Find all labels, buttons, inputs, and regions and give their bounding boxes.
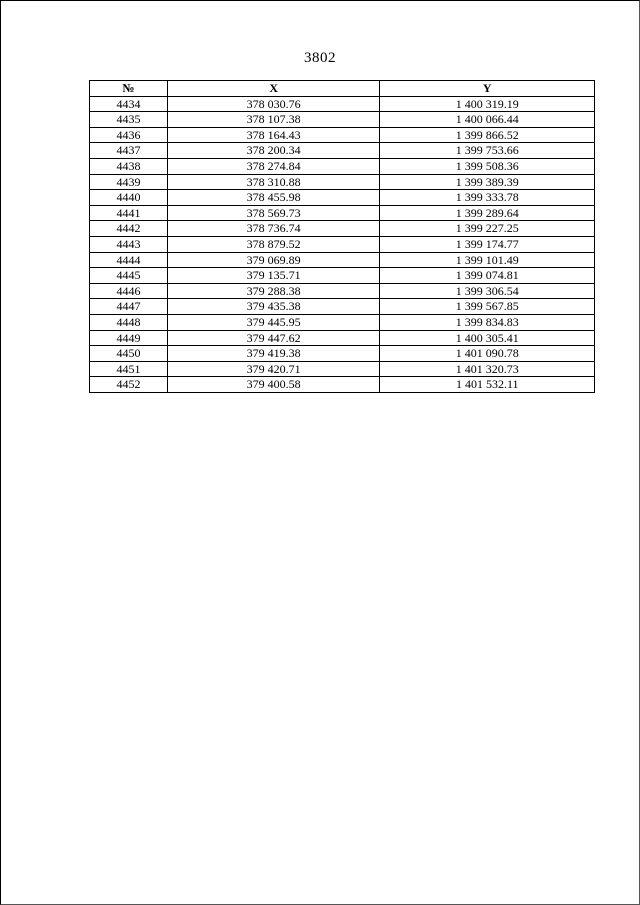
cell-x: 379 435.38 [167,299,380,315]
header-number: № [90,81,168,97]
cell-y: 1 400 319.19 [380,96,595,112]
cell-number: 4451 [90,361,168,377]
cell-y: 1 399 333.78 [380,190,595,206]
cell-number: 4434 [90,96,168,112]
cell-x: 378 879.52 [167,236,380,252]
table-row [90,314,595,330]
cell-x: 378 107.38 [167,112,380,128]
cell-number: 4444 [90,252,168,268]
table-row [90,236,595,252]
cell-number: 4442 [90,221,168,237]
cell-y: 1 399 289.64 [380,205,595,221]
table-row [90,174,595,190]
table-row [90,143,595,159]
cell-x: 379 288.38 [167,283,380,299]
cell-y: 1 399 227.25 [380,221,595,237]
header-y: Y [380,81,595,97]
cell-x: 378 736.74 [167,221,380,237]
table-row [90,377,595,393]
cell-number: 4435 [90,112,168,128]
cell-number: 4448 [90,314,168,330]
table-row [90,330,595,346]
table-row [90,268,595,284]
table-row [90,221,595,237]
table-row [90,346,595,362]
cell-y: 1 399 074.81 [380,268,595,284]
cell-x: 378 030.76 [167,96,380,112]
cell-number: 4439 [90,174,168,190]
cell-y: 1 401 090.78 [380,346,595,362]
page-number: 3802 [304,50,336,66]
cell-x: 379 445.95 [167,314,380,330]
cell-number: 4445 [90,268,168,284]
cell-number: 4441 [90,205,168,221]
cell-number: 4437 [90,143,168,159]
cell-y: 1 399 834.83 [380,314,595,330]
cell-y: 1 400 305.41 [380,330,595,346]
cell-x: 379 447.62 [167,330,380,346]
cell-y: 1 399 508.36 [380,158,595,174]
cell-number: 4438 [90,158,168,174]
cell-y: 1 399 866.52 [380,127,595,143]
cell-x: 378 274.84 [167,158,380,174]
table-row [90,190,595,206]
cell-y: 1 401 320.73 [380,361,595,377]
table-body [90,96,595,392]
table-row [90,127,595,143]
cell-x: 379 069.89 [167,252,380,268]
cell-x: 379 419.38 [167,346,380,362]
cell-y: 1 399 174.77 [380,236,595,252]
cell-x: 378 200.34 [167,143,380,159]
cell-x: 378 455.98 [167,190,380,206]
cell-y: 1 399 567.85 [380,299,595,315]
table-row [90,158,595,174]
cell-y: 1 399 389.39 [380,174,595,190]
coordinates-table [89,80,595,393]
cell-y: 1 399 101.49 [380,252,595,268]
cell-y: 1 400 066.44 [380,112,595,128]
cell-x: 379 400.58 [167,377,380,393]
table-row [90,299,595,315]
table-row [90,361,595,377]
cell-y: 1 399 753.66 [380,143,595,159]
cell-number: 4436 [90,127,168,143]
table-row [90,252,595,268]
table-row [90,96,595,112]
table-header-row [90,81,595,97]
cell-number: 4443 [90,236,168,252]
cell-x: 378 310.88 [167,174,380,190]
cell-x: 379 420.71 [167,361,380,377]
cell-number: 4446 [90,283,168,299]
cell-x: 379 135.71 [167,268,380,284]
cell-y: 1 399 306.54 [380,283,595,299]
cell-number: 4440 [90,190,168,206]
cell-x: 378 569.73 [167,205,380,221]
header-x: X [167,81,380,97]
cell-y: 1 401 532.11 [380,377,595,393]
table-row [90,112,595,128]
cell-number: 4447 [90,299,168,315]
cell-number: 4450 [90,346,168,362]
table-row [90,205,595,221]
table-row [90,283,595,299]
cell-number: 4449 [90,330,168,346]
cell-x: 378 164.43 [167,127,380,143]
cell-number: 4452 [90,377,168,393]
